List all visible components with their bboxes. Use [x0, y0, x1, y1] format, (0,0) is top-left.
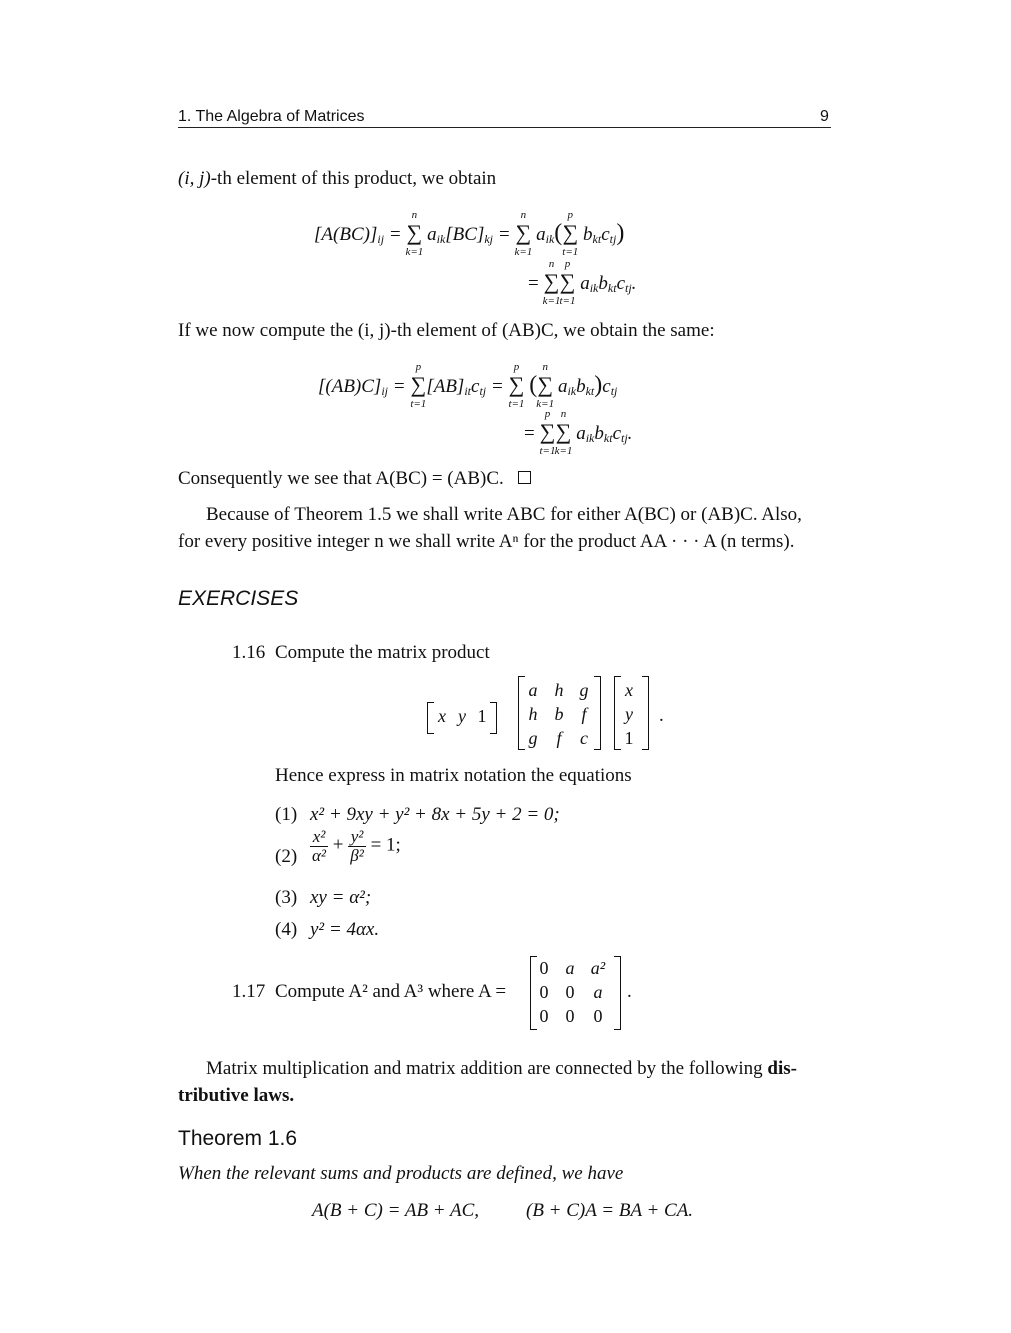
matrix-cell: g [579, 680, 589, 700]
row-vector-entry: x [438, 706, 446, 726]
row-vector-entry: 1 [477, 706, 487, 726]
theorem-heading: Theorem 1.6 [178, 1127, 298, 1150]
exercise-1-17-text: Compute A² and A³ where A = [275, 981, 507, 1002]
col-vector-entry: 1 [624, 728, 634, 748]
distributive-term-part2: tributive laws. [178, 1085, 295, 1106]
theorem-equation-left: A(B + C) = AB + AC, [312, 1200, 480, 1221]
equation-2: $\frac{\text{x²}}{\text{α²}}$ + $\frac{\text{y²}}{\text{β²}}$ = 1; [312, 827, 401, 865]
para-distributive-line2 [178, 1085, 294, 1107]
intro-line [178, 168, 496, 190]
para-abc-line1: Because of Theorem 1.5 we shall write ABC for either A(BC) or (AB)C. Also, [206, 504, 802, 525]
para-abc-line2: for every positive integer n we shall write Aⁿ for the product AA · · · A (n terms). [178, 531, 795, 552]
consequently-text: Consequently we see that A(BC) = (AB)C. [178, 468, 504, 489]
matrix-a-right-bracket [614, 956, 621, 1030]
frac-2-numerator: y² [348, 828, 366, 847]
row-vector-right-bracket [490, 702, 497, 734]
equation-abc-line2: = n ∑ k=1 p ∑ t=1 $a_{ik}b_{kt}c_{tj}$. [528, 258, 637, 307]
para-distributive-line1 [206, 1058, 797, 1080]
matrix-a-cell: a [565, 958, 575, 978]
equation-label-2: (2) [275, 846, 298, 867]
matrix-a-cell: 0 [539, 958, 549, 978]
col-vector-entry: y [625, 704, 633, 724]
col-vector-entry: x [625, 680, 633, 700]
matrix-cell: h [554, 680, 564, 700]
matrix-cell: h [528, 704, 538, 724]
matrix-cell: f [581, 704, 587, 724]
equation-4: y² = 4αx. [310, 919, 380, 940]
matrix-a-period: . [627, 981, 632, 1002]
chapter-title: 1. The Algebra of Matrices [178, 108, 365, 125]
equation-1: x² + 9xy + y² + 8x + 5y + 2 = 0; [310, 804, 560, 825]
equation-3: xy = α²; [310, 887, 372, 908]
frac-1-numerator: x² [310, 828, 328, 847]
theorem-equation-right: (B + C)A = BA + CA. [526, 1200, 694, 1221]
end-of-proof-icon [518, 471, 531, 484]
matrix-right-bracket [594, 676, 601, 750]
matrix-a-cell: 0 [539, 982, 549, 1002]
matrix-a-cell: 0 [565, 1006, 575, 1026]
theorem-statement: When the relevant sums and products are defined, we have [178, 1163, 624, 1184]
equation-abc2-line1: $[(AB)C]_{ij}$ = p ∑ t=1 $[AB]_{it}c_{tj}$ = p ∑ t=1 ( n ∑ k=1 $a_{ik}b_{kt})c_{tj}$ [318, 361, 618, 410]
equation-label-1: (1) [275, 804, 298, 825]
matrix-cell: g [528, 728, 538, 748]
matrix-cell: f [556, 728, 562, 748]
equation-label-4: (4) [275, 919, 298, 940]
hence-text: Hence express in matrix notation the equations [275, 765, 632, 786]
intro-ij: (i, j) [178, 168, 211, 189]
intro-text: -th element of this product, we obtain [210, 168, 497, 189]
product-period: . [659, 705, 664, 726]
exercise-1-17-number: 1.17 [232, 981, 266, 1002]
para-ab-c: If we now compute the (i, j)-th element of (AB)C, we obtain the same: [178, 320, 715, 341]
matrix-cell: c [580, 728, 588, 748]
frac-1-denominator: α² [312, 845, 327, 865]
para-consequently [178, 468, 531, 490]
equation-2-tail: = 1; [370, 834, 401, 856]
col-vector-right-bracket [642, 676, 649, 750]
matrix-cell: b [554, 704, 564, 724]
matrix-a-cell: 0 [593, 1006, 603, 1026]
matrix-a-cell: a² [590, 958, 606, 978]
matrix-a-cell: 0 [565, 982, 575, 1002]
matrix-a-cell: 0 [539, 1006, 549, 1026]
matrix-a-cell: a [593, 982, 603, 1002]
exercise-1-16-number: 1.16 [232, 642, 266, 663]
distributive-text: Matrix multiplication and matrix addition are connected by the following [206, 1058, 763, 1079]
page-number: 9 [820, 108, 829, 125]
equation-abc2-line2: = p ∑ t=1 n ∑ k=1 $a_{ik}b_{kt}c_{tj}$. [524, 408, 633, 457]
header-rule [178, 127, 831, 128]
frac-2-denominator: β² [350, 845, 364, 865]
row-vector-entry: y [458, 706, 466, 726]
equation-label-3: (3) [275, 887, 298, 908]
distributive-term-part1: dis- [767, 1058, 797, 1079]
equation-abc-line1: $[A(BC)]_{ij}$ = n ∑ k=1 $a_{ik}[BC]_{kj}$ = n ∑ k=1 $a_{ik}$( p ∑ t=1 $b_{kt}c_{tj}$) [314, 209, 625, 258]
exercise-1-16-text: Compute the matrix product [275, 642, 490, 663]
exercises-heading: EXERCISES [178, 587, 299, 610]
matrix-cell: a [528, 680, 538, 700]
